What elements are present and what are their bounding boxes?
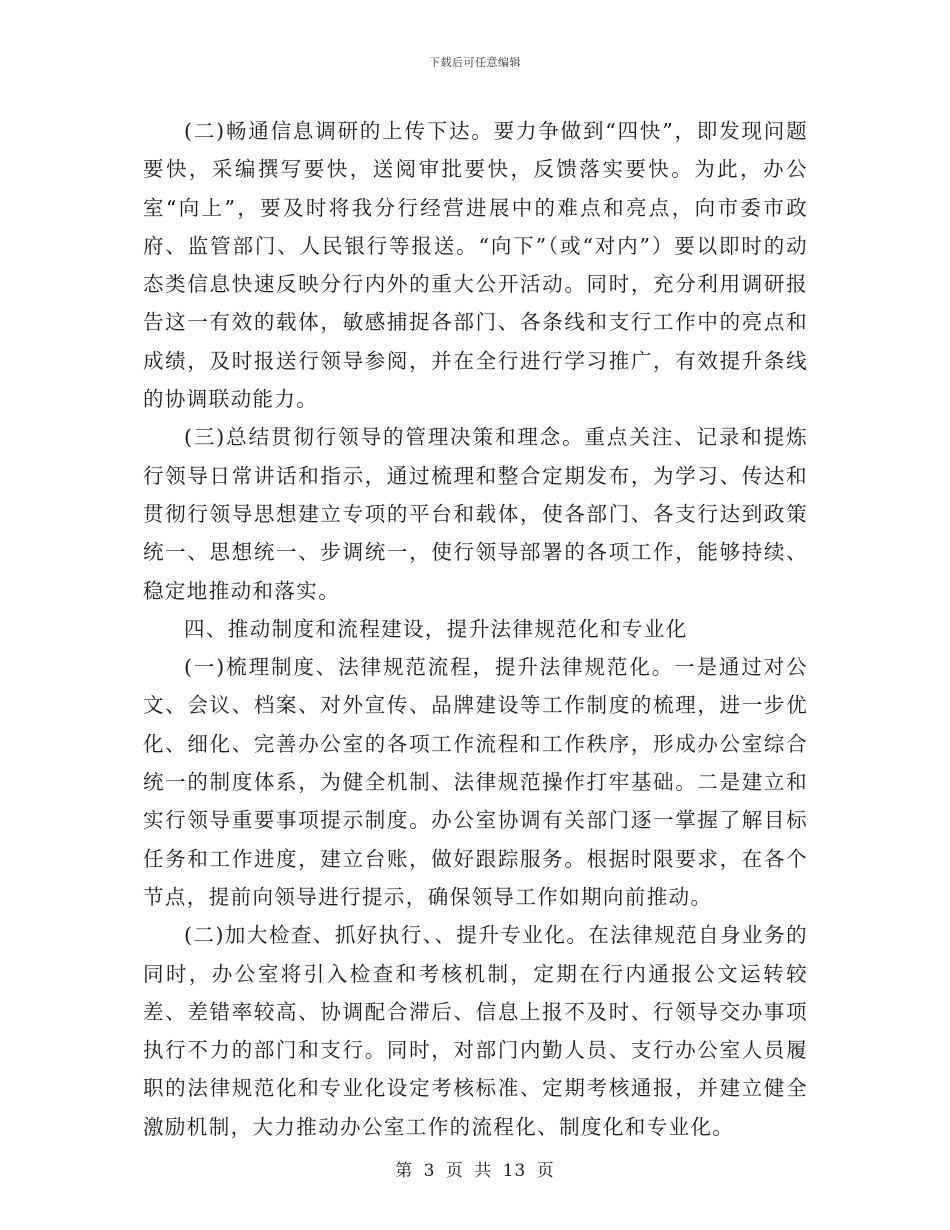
page-header: 下载后可任意编辑 — [429, 56, 521, 69]
document-body — [143, 112, 808, 1146]
paragraph-info-research: (二)畅通信息调研的上传下达。要力争做到“四快”，即发现问题要快，采编撰写要快，送阅审批要快，反馈落实要快。为此，办公室“向上”，要及时将我分行经营进展中的难点和亮点，向市委市政府、监管部门、人民银行等报送。“向下”（或“对内”）要以即时的动态类信息快速反映分行内外的重大公开活动。同时，充分利用调研报告这一有效的载体，敏感捕捉各部门、各条线和支行工作中的亮点和成绩，及时报送行领导参阅，并在全行进行学习推广，有效提升条线的协调联动能力。 — [143, 119, 808, 412]
paragraph-leadership-decisions: (三)总结贯彻行领导的管理决策和理念。重点关注、记录和提炼行领导日常讲话和指示，通过梳理和整合定期发布，为学习、传达和贯彻行领导思想建立专项的平台和载体，使各部门、各支行达到政策统一、思想统一、步调统一，使行领导部署的各项工作，能够持续、稳定地推动和落实。 — [143, 425, 808, 603]
page-number-footer: 第 3 页 共 13 页 — [395, 1161, 555, 1181]
paragraph-standardize-process: (一)梳理制度、法律规范流程，提升法律规范化。一是通过对公文、会议、档案、对外宣传、品牌建设等工作制度的梳理，进一步优化、细化、完善办公室的各项工作流程和工作秩序，形成办公室综合统一的制度体系，为健全机制、法律规范操作打牢基础。二是建立和实行领导重要事项提示制度。办公室协调有关部门逐一掌握了解目标任务和工作进度，建立台账，做好跟踪服务。根据时限要求，在各个节点，提前向领导进行提示，确保领导工作如期向前推动。 — [143, 655, 808, 909]
paragraph-inspection-execution: (二)加大检查、抓好执行、、提升专业化。在法律规范自身业务的同时，办公室将引入检查和考核机制，定期在行内通报公文运转较差、差错率较高、协调配合滞后、信息上报不及时、行领导交办事项执行不力的部门和支行。同时，对部门内勤人员、支行办公室人员履职的法律规范化和专业化设定考核标准、定期考核通报，并建立健全激励机制，大力推动办公室工作的流程化、制度化和专业化。 — [143, 923, 808, 1139]
section-heading-system-process: 四、推动制度和流程建设，提升法律规范化和专业化 — [184, 616, 688, 641]
